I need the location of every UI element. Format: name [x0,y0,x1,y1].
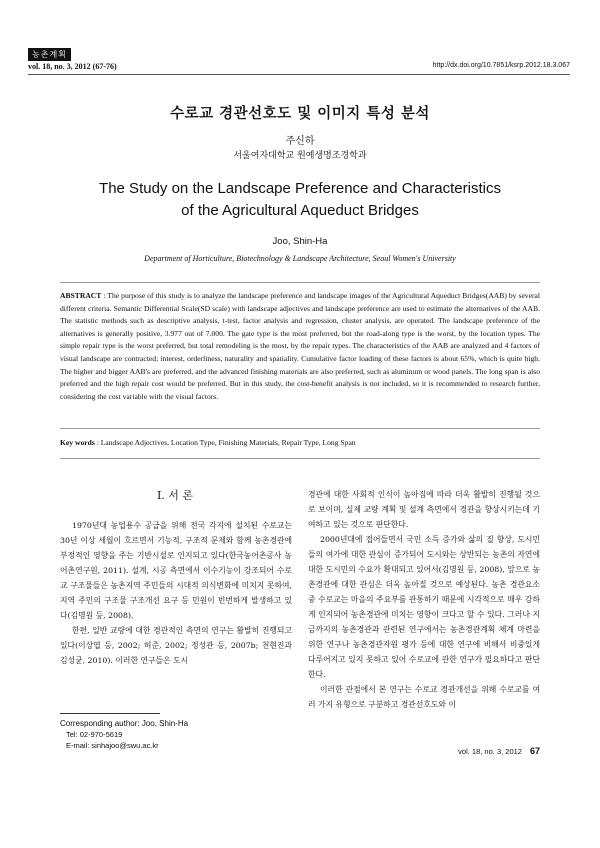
paragraph: 경관에 대한 사회적 인식이 높아짐에 따라 더욱 활발히 진행될 것으로 보이며, 실제 교량 계획 및 설계 측면에서 경관을 향상시키는데 기여하고 있는 것으로 판단한다. [308,490,540,529]
body-column-right [308,487,540,712]
paragraph: 1970년대 농업용수 공급을 위해 전국 각지에 설치된 수로교는 30년 이상 세월이 흐르면서 기능적, 구조적 문제와 함께 농촌경관에 부정적인 영향을 주는 기반시설로 인지되고 있다(한국농어촌공사 농어촌연구원, 2011). 설계, 시공 측면에서 이수기능이 강조되어 수로교 구조물들은 농촌지역 주민들의 시대적 의식변화에 미치지 못하여, 지역 주민의 구조물 구조개선 요구 등 민원이 빈번하게 발생하고 있다(김명원 등, 2008). [60,521,292,620]
doi-link[interactable]: http://dx.doi.org/10.7851/ksrp.2012.18.3.067 [432,62,570,69]
keywords [60,438,540,447]
correspondence-rule [60,713,160,714]
paragraph: 2000년대에 접어들면서 국민 소득 증가와 삶의 질 향상, 도시민들의 여가에 대한 관심이 증가되어 도시와는 상반되는 농촌의 자연에 대한 도시민의 수요가 확대되고 있어서(김명원 등, 2008), 앞으로 농촌경관에 대한 관심은 더욱 높아질 것으로 예상된다. 농촌 경관요소 중 수로교는 마을의 주요부를 관통하기 때문에 시각적으로 매우 강하게 인지되어 농촌경관에 미치는 영향이 크다고 할 수 있다. 그러나 지금까지의 농촌경관과 관련된 연구에서는 농촌경관계획 체계 마련을 위한 연구나 농촌경관자원 평가 등에 대한 연구에 비해서 비중있게 다루어지고 있지 못하고 있어 수로교에 관한 연구가 필요하다고 판단한다. [308,535,540,679]
english-author: Joo, Shin-Ha [272,236,328,247]
english-affiliation: Department of Horticulture, Biotechnology & Landscape Architecture, Seoul Women's University [144,254,456,263]
volume-line: vol. 18, no. 3, 2012 (67-76) [28,62,117,71]
korean-affiliation: 서울여자대학교 원예생명조경학과 [233,151,367,161]
korean-author: 주신하 [285,136,315,147]
correspondence-email[interactable]: E-mail: sinhajoo@swu.ac.kr [66,741,159,750]
correspondence-tel: Tel: 02-970-5619 [66,730,123,739]
body-column-left [60,518,292,668]
paragraph: 한편, 일반 교량에 대한 경관적인 측면의 연구는 활발히 진행되고 있다(이상엽 등, 2002; 허준, 2002; 정성관 등, 2007b; 천현진과 김성균, 2010). 이러한 연구들은 도시 [60,626,292,665]
section-title-introduction: I. 서 론 [156,489,194,502]
korean-title: 수로교 경관선호도 및 이미지 특성 분석 [170,106,430,122]
abstract-text: : The purpose of this study is to analyze the landscape preference and landscape images of the Agricultural Aqueduct Bridges(AAB) by several different criteria. Semantic Differential Scale(SD scale) with landscape adjectives and landscape preference are used to estimate the alternatives of the AAB. The statistic methods such as descriptive analysis, t-test, factor analysis and regression, cluster analysis, are operated. The landscape preference of the alternatives is generally positive, 3.977 out of 7.000. The gate type is the most preferred, but the road-along type is the worst, by the location types. The simple repair type is the worst preferred, but total remodeling is the most, by the repair types. The characteristics of the AAB are analyzed and 4 factors of visual landscape are contracted; interest, orderliness, naturality and spatiality. Cumulative factor loading of these factors is about 65%, which is quite high. The higher and bigger AAB's are preferred, and the advanced finishing materials are also preferred, such as aluminum or wood panels. The long span is also preferred and the high repair cost would be preferred. But in this study, the cost-benefit analysis is not included, so it is recommended to research further, considering the cost variable with the visual factors. [60,291,540,401]
abstract-top-rule [60,282,540,283]
corresponding-author: Corresponding author: Joo, Shin-Ha [60,719,189,728]
abstract [60,290,540,403]
keywords-text: : Landscape Adjectives, Location Type, Finishing Materials, Repair Type, Long Span [94,438,356,447]
paragraph: 이러한 관점에서 본 연구는 수로교 경관개선을 위해 수로교를 여러 가지 유형으로 구분하고 경관선호도와 이 [308,685,540,709]
keywords-rule [60,458,540,459]
abstract-bottom-rule [60,428,540,429]
english-title [0,178,600,222]
keywords-label: Key words [60,438,95,447]
page-footer [458,746,540,756]
header-rule [28,74,570,75]
page-number: 67 [529,746,540,756]
footer-issue: vol. 18, no. 3, 2012 [458,747,522,756]
journal-badge: 농촌계획 [28,48,71,61]
correspondence-block [60,718,188,751]
english-title-line-1: The Study on the Landscape Preference and Characteristics [99,180,501,197]
abstract-label: ABSTRACT [60,291,102,300]
english-title-line-2: of the Agricultural Aqueduct Bridges [181,202,419,219]
